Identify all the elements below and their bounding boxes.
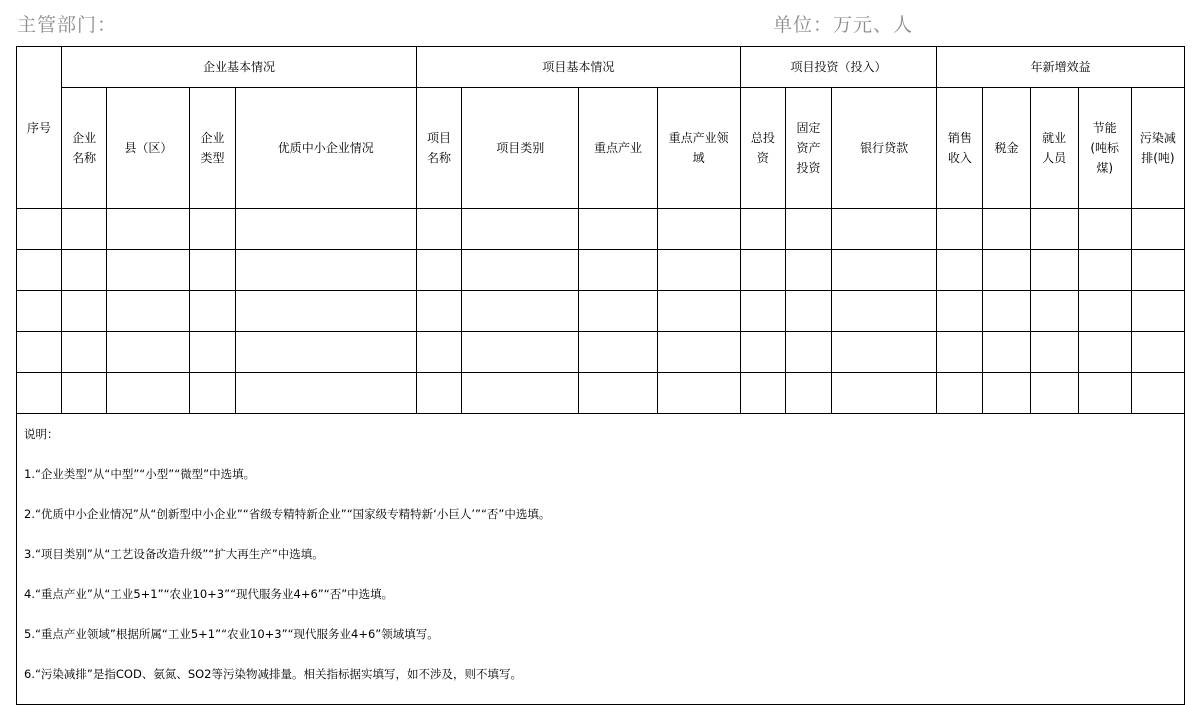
table-cell[interactable]	[983, 291, 1030, 332]
col-header-bank-loan: 银行贷款	[832, 88, 937, 209]
table-cell[interactable]	[462, 250, 579, 291]
group-header-benefit: 年新增效益	[937, 47, 1185, 88]
unit-label: 单位：万元、人	[773, 14, 914, 36]
table-cell[interactable]	[657, 209, 740, 250]
table-cell[interactable]	[1131, 209, 1184, 250]
col-header-project-category: 项目类别	[462, 88, 579, 209]
table-cell[interactable]	[740, 250, 785, 291]
col-header-key-industry: 重点产业	[579, 88, 657, 209]
table-cell[interactable]	[1131, 250, 1184, 291]
table-cell[interactable]	[1030, 250, 1078, 291]
table-cell[interactable]	[1030, 291, 1078, 332]
table-cell[interactable]	[62, 332, 107, 373]
note-item: 2.“优质中小企业情况”从“创新型中小企业”“省级专精特新企业”“国家级专精特新‘小巨人’”“否”中选填。	[24, 507, 551, 521]
table-cell[interactable]	[462, 332, 579, 373]
table-row	[17, 373, 1185, 414]
table-cell[interactable]	[107, 373, 190, 414]
table-cell[interactable]	[235, 373, 416, 414]
notes-cell	[17, 414, 1185, 705]
department-label: 主管部门：	[17, 14, 118, 36]
table-cell[interactable]	[983, 250, 1030, 291]
table-cell[interactable]	[937, 373, 983, 414]
table-cell[interactable]	[62, 291, 107, 332]
table-cell[interactable]	[832, 332, 937, 373]
table-cell[interactable]	[462, 209, 579, 250]
header-seq: 序号	[17, 47, 62, 209]
table-cell[interactable]	[579, 373, 657, 414]
table-cell[interactable]	[62, 250, 107, 291]
table-cell[interactable]	[17, 250, 62, 291]
table-cell[interactable]	[785, 373, 831, 414]
table-cell[interactable]	[107, 209, 190, 250]
group-header-enterprise: 企业基本情况	[62, 47, 417, 88]
table-cell[interactable]	[417, 373, 462, 414]
table-cell[interactable]	[62, 209, 107, 250]
table-cell[interactable]	[235, 250, 416, 291]
table-cell[interactable]	[657, 250, 740, 291]
table-cell[interactable]	[417, 250, 462, 291]
col-header-sales-revenue: 销售 收入	[937, 88, 983, 209]
table-cell[interactable]	[579, 250, 657, 291]
table-cell[interactable]	[832, 250, 937, 291]
note-item: 5.“重点产业领域”根据所属“工业5+1”“农业10+3”“现代服务业4+6”领域填写。	[24, 627, 439, 641]
table-cell[interactable]	[235, 209, 416, 250]
table-cell[interactable]	[1131, 291, 1184, 332]
table-cell[interactable]	[190, 250, 235, 291]
table-cell[interactable]	[1030, 373, 1078, 414]
table-cell[interactable]	[740, 291, 785, 332]
table-cell[interactable]	[740, 332, 785, 373]
table-cell[interactable]	[1131, 373, 1184, 414]
table-cell[interactable]	[1030, 209, 1078, 250]
table-cell[interactable]	[785, 250, 831, 291]
table-cell[interactable]	[462, 291, 579, 332]
note-item: 6.“污染减排”是指COD、氨氮、SO2等污染物减排量。相关指标据实填写，如不涉及，则不填写。	[24, 667, 522, 681]
table-cell[interactable]	[107, 250, 190, 291]
table-cell[interactable]	[190, 291, 235, 332]
table-cell[interactable]	[579, 209, 657, 250]
table-cell[interactable]	[832, 209, 937, 250]
table-cell[interactable]	[1030, 332, 1078, 373]
table-cell[interactable]	[417, 209, 462, 250]
table-cell[interactable]	[1078, 291, 1131, 332]
table-cell[interactable]	[17, 291, 62, 332]
table-cell[interactable]	[983, 373, 1030, 414]
table-row	[17, 209, 1185, 250]
table-cell[interactable]	[1078, 332, 1131, 373]
table-cell[interactable]	[937, 209, 983, 250]
table-cell[interactable]	[17, 373, 62, 414]
col-header-key-industry-field: 重点产业领 域	[657, 88, 740, 209]
table-cell[interactable]	[1078, 209, 1131, 250]
table-cell[interactable]	[983, 332, 1030, 373]
notes-title: 说明：	[24, 427, 59, 441]
table-row	[17, 291, 1185, 332]
table-cell[interactable]	[579, 291, 657, 332]
table-cell[interactable]	[1078, 373, 1131, 414]
note-item: 4.“重点产业”从“工业5+1”“农业10+3”“现代服务业4+6”“否”中选填。	[24, 587, 394, 601]
table-cell[interactable]	[190, 373, 235, 414]
table-cell[interactable]	[785, 291, 831, 332]
data-table	[16, 46, 1185, 705]
table-cell[interactable]	[832, 373, 937, 414]
group-header-project: 项目基本情况	[417, 47, 741, 88]
col-header-sme-status: 优质中小企业情况	[235, 88, 416, 209]
table-cell[interactable]	[937, 250, 983, 291]
table-cell[interactable]	[417, 291, 462, 332]
col-header-employment: 就业 人员	[1030, 88, 1078, 209]
table-cell[interactable]	[785, 209, 831, 250]
table-cell[interactable]	[937, 291, 983, 332]
col-header-pollution-reduction: 污染减 排(吨)	[1131, 88, 1184, 209]
table-cell[interactable]	[62, 373, 107, 414]
col-header-project-name: 项目 名称	[417, 88, 462, 209]
table-row	[17, 250, 1185, 291]
col-header-county: 县（区）	[107, 88, 190, 209]
col-header-tax: 税金	[983, 88, 1030, 209]
note-item: 3.“项目类别”从“工艺设备改造升级”“扩大再生产”中选填。	[24, 547, 324, 561]
table-cell[interactable]	[17, 209, 62, 250]
table-cell[interactable]	[417, 332, 462, 373]
table-cell[interactable]	[657, 373, 740, 414]
table-cell[interactable]	[190, 332, 235, 373]
table-cell[interactable]	[17, 332, 62, 373]
table-cell[interactable]	[657, 291, 740, 332]
table-cell[interactable]	[1078, 250, 1131, 291]
col-header-energy-saving: 节能 (吨标 煤)	[1078, 88, 1131, 209]
table-cell[interactable]	[740, 209, 785, 250]
table-cell[interactable]	[785, 332, 831, 373]
table-cell[interactable]	[657, 332, 740, 373]
col-header-enterprise-type: 企业 类型	[190, 88, 235, 209]
table-cell[interactable]	[107, 291, 190, 332]
table-cell[interactable]	[235, 291, 416, 332]
table-row	[17, 332, 1185, 373]
col-header-total-investment: 总投 资	[740, 88, 785, 209]
table-cell[interactable]	[462, 373, 579, 414]
col-header-fixed-asset-investment: 固定 资产 投资	[785, 88, 831, 209]
table-cell[interactable]	[937, 332, 983, 373]
table-cell[interactable]	[740, 373, 785, 414]
table-cell[interactable]	[107, 332, 190, 373]
group-header-investment: 项目投资（投入）	[740, 47, 937, 88]
note-item: 1.“企业类型”从“中型”“小型”“微型”中选填。	[24, 467, 256, 481]
col-header-enterprise-name: 企业 名称	[62, 88, 107, 209]
table-cell[interactable]	[190, 209, 235, 250]
table-cell[interactable]	[579, 332, 657, 373]
table-cell[interactable]	[832, 291, 937, 332]
table-cell[interactable]	[235, 332, 416, 373]
table-cell[interactable]	[983, 209, 1030, 250]
table-cell[interactable]	[1131, 332, 1184, 373]
